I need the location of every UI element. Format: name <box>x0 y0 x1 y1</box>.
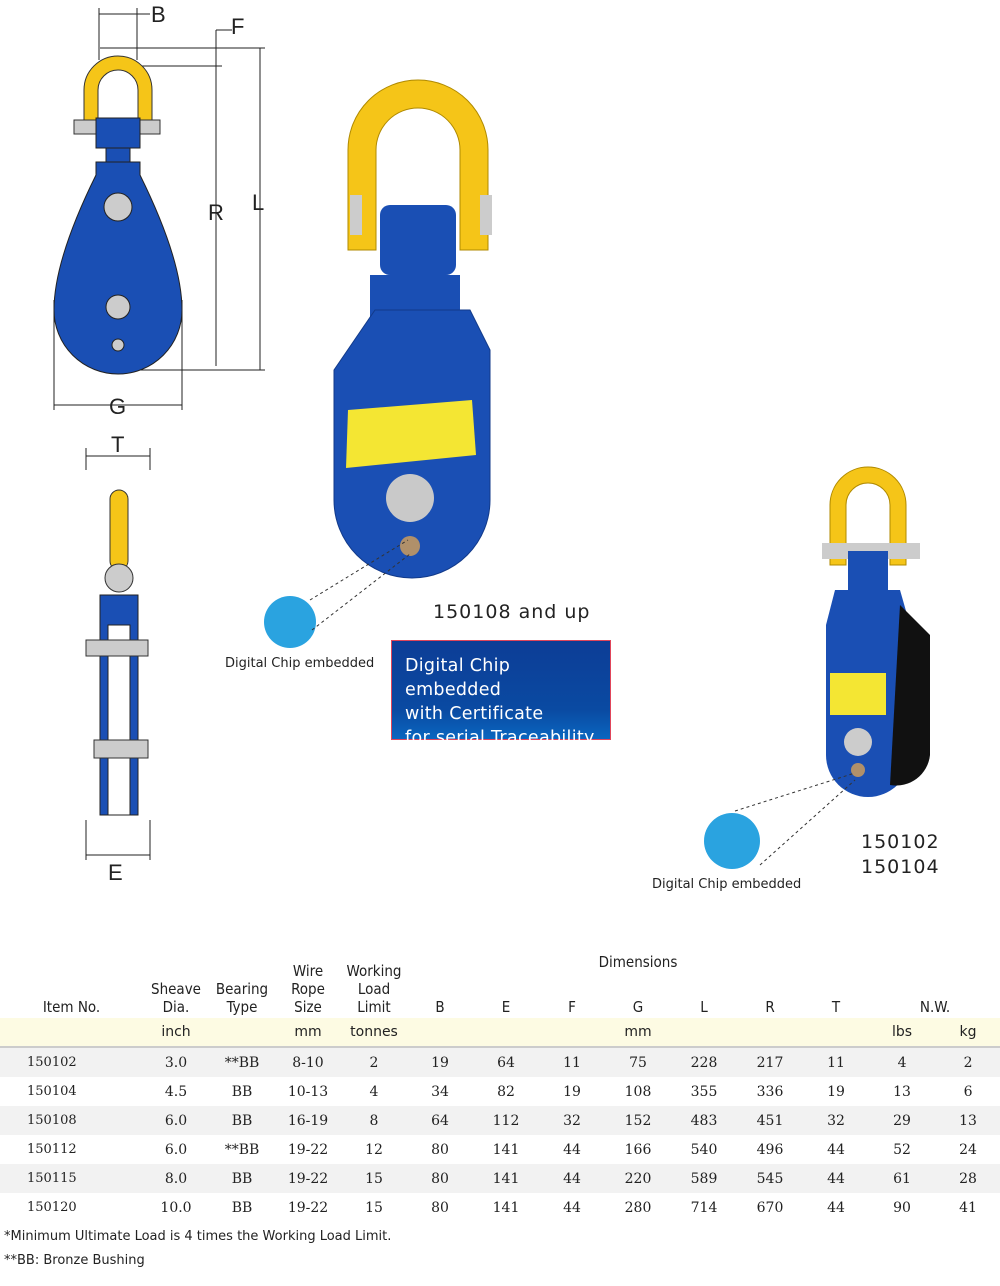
cell-sheave: 4.5 <box>164 1083 188 1100</box>
cell-lbs: 29 <box>869 1106 935 1135</box>
unit-wll: tonnes <box>341 1018 407 1047</box>
header-dimensions: Dimensions <box>598 953 678 971</box>
chip-caption-large: Digital Chip embedded <box>225 656 375 671</box>
cell-r: 496 <box>756 1141 784 1158</box>
header-l: L <box>700 998 708 1016</box>
cell-item: 150120 <box>27 1200 77 1215</box>
cell-b: 80 <box>431 1141 449 1158</box>
header-wll-1: Working <box>346 962 402 980</box>
cell-r: 670 <box>756 1199 784 1216</box>
cell-t: 44 <box>803 1164 869 1193</box>
table-row <box>0 1106 1000 1135</box>
header-bearing <box>209 980 275 1018</box>
unit-sheave: inch <box>143 1018 209 1047</box>
cell-b: 80 <box>431 1199 449 1216</box>
header-wll <box>341 962 407 1018</box>
banner-line-1: Digital Chip embedded <box>405 656 511 700</box>
cell-item: 150102 <box>0 1047 143 1077</box>
footnote-1: *Minimum Ultimate Load is 4 times the Working Load Limit. <box>4 1229 392 1244</box>
cell-r: 336 <box>756 1083 784 1100</box>
cell-lbs: 61 <box>869 1164 935 1193</box>
header-rope-2: Rope <box>291 980 325 998</box>
cell-l: 355 <box>690 1083 718 1100</box>
cell-e: 112 <box>473 1106 539 1135</box>
header-b: B <box>435 998 445 1016</box>
cell-g: 280 <box>624 1199 652 1216</box>
dim-label-r: R <box>208 200 224 225</box>
cell-b: 19 <box>407 1047 473 1077</box>
banner-line-2: with Certificate <box>405 704 544 724</box>
dim-label-l: L <box>252 190 265 215</box>
cell-lbs: 4 <box>869 1047 935 1077</box>
chip-caption-small: Digital Chip embedded <box>652 877 802 892</box>
header-t: T <box>831 998 841 1016</box>
cell-g: 75 <box>605 1047 671 1077</box>
cell-bearing: **BB <box>224 1141 260 1158</box>
header-rope-3: Size <box>294 998 322 1016</box>
cell-kg: 13 <box>935 1106 1000 1135</box>
cell-item: 150104 <box>27 1084 77 1099</box>
header-g: G <box>632 998 644 1016</box>
cell-kg: 41 <box>959 1199 977 1216</box>
cell-kg: 2 <box>935 1047 1000 1077</box>
dim-label-e: E <box>108 860 123 885</box>
dim-label-b: B <box>151 2 166 27</box>
cell-wll: 15 <box>365 1199 383 1216</box>
header-row-top <box>0 946 1000 980</box>
cell-t: 32 <box>803 1106 869 1135</box>
table-row <box>0 1077 1000 1106</box>
header-e: E <box>501 998 511 1016</box>
cell-b: 80 <box>407 1164 473 1193</box>
table-row <box>0 1135 1000 1164</box>
cell-t: 11 <box>803 1047 869 1077</box>
cell-r: 545 <box>737 1164 803 1193</box>
cell-l: 540 <box>690 1141 718 1158</box>
cell-f: 11 <box>539 1047 605 1077</box>
units-row <box>0 1018 1000 1047</box>
cell-b: 34 <box>431 1083 449 1100</box>
large-model-label: 150108 and up <box>433 601 591 623</box>
table-row <box>0 1193 1000 1222</box>
cell-kg: 24 <box>959 1141 977 1158</box>
cell-l: 589 <box>671 1164 737 1193</box>
cell-g: 108 <box>624 1083 652 1100</box>
cell-g: 152 <box>605 1106 671 1135</box>
cell-b: 64 <box>407 1106 473 1135</box>
cell-e: 141 <box>473 1164 539 1193</box>
cell-bearing: **BB <box>209 1047 275 1077</box>
large-snatch-block-image <box>220 70 520 650</box>
cell-f: 44 <box>563 1141 581 1158</box>
footnote-2: **BB: Bronze Bushing <box>4 1253 145 1268</box>
header-wll-3: Limit <box>357 998 391 1016</box>
model-label-150102: 150102 <box>861 831 940 853</box>
cell-t: 44 <box>827 1141 845 1158</box>
cell-kg: 28 <box>935 1164 1000 1193</box>
header-item: Item No. <box>42 998 101 1016</box>
cell-bearing: BB <box>231 1083 253 1100</box>
header-rope <box>275 962 341 1018</box>
cell-wll: 8 <box>341 1106 407 1135</box>
cell-sheave: 6.0 <box>143 1106 209 1135</box>
cell-r: 451 <box>737 1106 803 1135</box>
cell-t: 19 <box>827 1083 845 1100</box>
cell-item: 150112 <box>27 1142 77 1157</box>
cell-rope: 19-22 <box>287 1141 329 1158</box>
cell-l: 714 <box>690 1199 718 1216</box>
header-bearing-2: Type <box>226 998 258 1016</box>
cell-wll: 15 <box>341 1164 407 1193</box>
small-snatch-block-image <box>690 455 950 875</box>
cell-bearing: BB <box>231 1199 253 1216</box>
cell-item: 150115 <box>0 1164 143 1193</box>
cell-item: 150108 <box>0 1106 143 1135</box>
cell-wll: 2 <box>341 1047 407 1077</box>
header-wll-2: Load <box>357 980 391 998</box>
cell-lbs: 13 <box>893 1083 911 1100</box>
cell-rope: 10-13 <box>287 1083 329 1100</box>
cell-f: 44 <box>539 1164 605 1193</box>
cell-g: 220 <box>605 1164 671 1193</box>
cell-e: 141 <box>492 1199 520 1216</box>
cell-e: 141 <box>492 1141 520 1158</box>
header-rope-1: Wire <box>292 962 324 980</box>
spec-table <box>0 946 1000 1222</box>
cell-rope: 19-22 <box>275 1164 341 1193</box>
header-row <box>0 980 1000 1018</box>
table-row <box>0 1164 1000 1193</box>
cell-e: 64 <box>473 1047 539 1077</box>
cell-sheave: 3.0 <box>143 1047 209 1077</box>
header-sheave <box>143 980 209 1018</box>
cell-f: 19 <box>563 1083 581 1100</box>
cell-lbs: 90 <box>893 1199 911 1216</box>
dim-label-f: F <box>231 14 245 39</box>
dim-label-g: G <box>109 394 127 419</box>
header-nw: N.W. <box>919 998 951 1016</box>
cell-rope: 16-19 <box>275 1106 341 1135</box>
traceability-banner <box>391 640 611 748</box>
header-sheave-2: Dia. <box>162 998 190 1016</box>
cell-sheave: 6.0 <box>164 1141 188 1158</box>
cell-g: 166 <box>624 1141 652 1158</box>
cell-t: 44 <box>827 1199 845 1216</box>
dim-label-t: T <box>111 432 125 457</box>
cell-bearing: BB <box>209 1164 275 1193</box>
header-sheave-1: Sheave <box>151 980 201 998</box>
cell-wll: 4 <box>369 1083 379 1100</box>
table-row <box>0 1047 1000 1077</box>
cell-f: 44 <box>563 1199 581 1216</box>
unit-lbs: lbs <box>869 1018 935 1047</box>
cell-rope: 8-10 <box>275 1047 341 1077</box>
small-model-labels <box>861 830 940 880</box>
header-r: R <box>765 998 775 1016</box>
cell-l: 483 <box>671 1106 737 1135</box>
cell-rope: 19-22 <box>287 1199 329 1216</box>
cell-sheave: 10.0 <box>160 1199 192 1216</box>
banner-line-3: for serial Traceability <box>405 728 595 748</box>
cell-kg: 6 <box>963 1083 973 1100</box>
header-bearing-1: Bearing <box>215 980 269 998</box>
unit-kg: kg <box>935 1018 1000 1047</box>
unit-dims: mm <box>407 1018 869 1047</box>
cell-e: 82 <box>497 1083 515 1100</box>
cell-sheave: 8.0 <box>143 1164 209 1193</box>
cell-l: 228 <box>671 1047 737 1077</box>
cell-bearing: BB <box>209 1106 275 1135</box>
unit-rope: mm <box>275 1018 341 1047</box>
cell-lbs: 52 <box>893 1141 911 1158</box>
cell-f: 32 <box>539 1106 605 1135</box>
cell-r: 217 <box>737 1047 803 1077</box>
header-f: F <box>568 998 576 1016</box>
model-label-150104: 150104 <box>861 856 940 878</box>
cell-wll: 12 <box>365 1141 383 1158</box>
